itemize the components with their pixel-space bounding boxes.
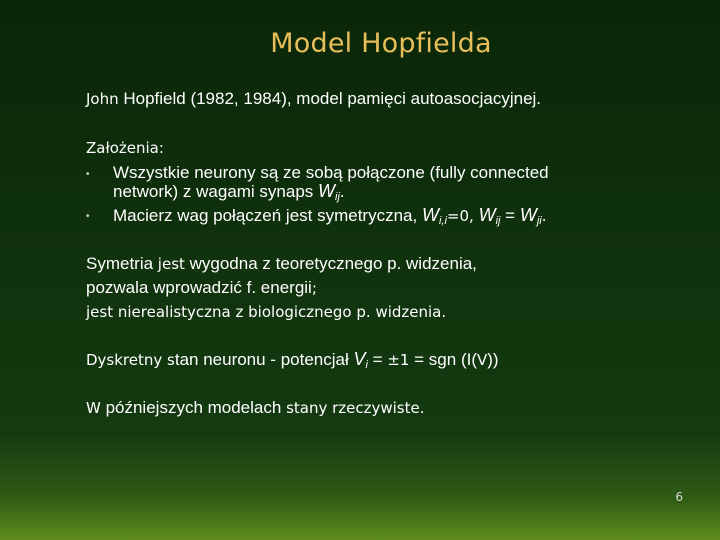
bullet-1-line-2 (113, 181, 345, 203)
later-text-b: późniejszych modelach (100, 398, 287, 417)
v-subscript: i (365, 359, 368, 371)
discrete-text-d: = sgn (I( (409, 350, 477, 369)
bullet-1-text: network) z wagami synaps (113, 182, 319, 201)
equals-sign: = (500, 206, 520, 225)
intro-line (86, 89, 541, 109)
later-models-line (86, 398, 425, 418)
bullet-1-line-1: Wszystkie neurony są ze sobą połączone (fully connected (113, 163, 549, 182)
plus-minus-one: ±1 (387, 351, 410, 369)
symmetry-line-1 (86, 254, 477, 274)
bullet-2-text: Macierz wag połączeń jest symetryczna, (113, 206, 422, 225)
page-number: 6 (675, 490, 683, 504)
later-text-c: stany rzeczywiste. (286, 399, 425, 417)
discrete-text-e: V (477, 351, 488, 369)
symmetry-line-2 (86, 278, 317, 298)
discrete-state-line (86, 349, 499, 371)
later-text-a: W (86, 399, 101, 417)
w-subscript: i,i (438, 215, 447, 227)
symmetry-line-3: jest nierealistyczna z biologicznego p. widzenia. (86, 303, 447, 321)
w-subscript: ij (335, 191, 340, 203)
w-symbol: W (478, 205, 496, 225)
discrete-text-b: tan neuronu - potencjał (174, 350, 354, 369)
w-symbol: W (421, 205, 439, 225)
bullet-2-end: . (541, 206, 547, 225)
intro-rest: Hopfield (1982, 1984), model pamięci autoasocjacyjnej. (118, 89, 542, 108)
bullet-dot-icon: • (86, 211, 90, 222)
w-symbol: W (519, 205, 537, 225)
assumptions-label: Założenia: (86, 139, 164, 157)
bullet-dot-icon: • (86, 169, 90, 180)
symmetry-text-b: jest (157, 255, 185, 273)
symmetry-text-a: Symetria (86, 254, 158, 273)
intro-prefix: John (86, 90, 119, 108)
discrete-text-c: = (367, 350, 388, 369)
bullet-1-end: . (339, 182, 345, 201)
v-symbol: V (353, 349, 366, 369)
bullet-2-line (113, 205, 546, 227)
slide-title: Model Hopfielda (270, 28, 492, 59)
w-subscript: ij (495, 215, 501, 227)
w-subscript: ji (536, 215, 542, 227)
symmetry-text-c: wygodna z teoretycznego p. widzenia, (184, 254, 477, 273)
equals-zero: =0, (446, 207, 479, 225)
discrete-text-a: Dyskretny s (86, 351, 175, 369)
discrete-text-f: )) (487, 350, 499, 369)
w-symbol: W (318, 181, 336, 201)
symmetry-text-d: pozwala wprowadzić f. energii (86, 278, 312, 297)
symmetry-text-e: ; (311, 279, 317, 297)
